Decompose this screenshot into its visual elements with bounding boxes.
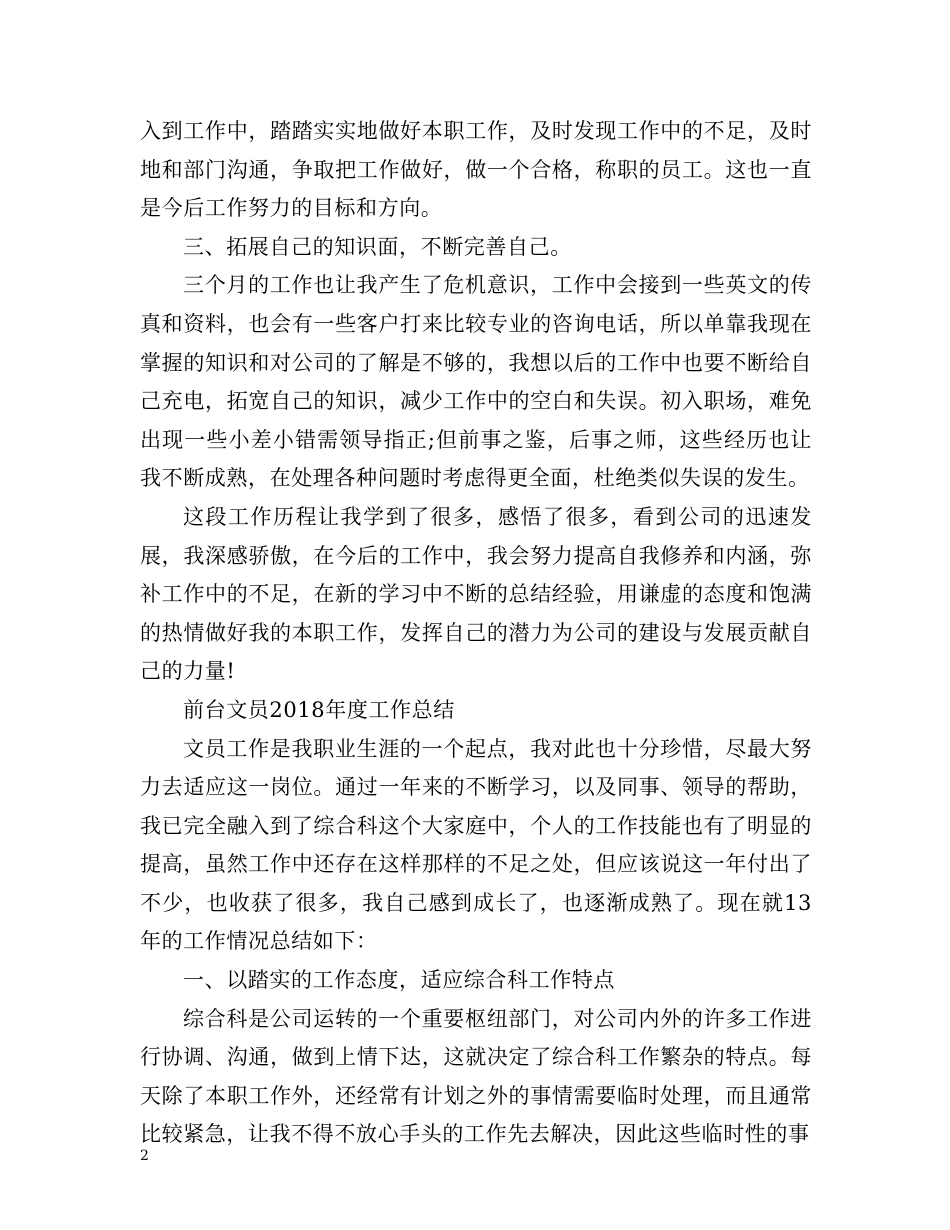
document-body <box>140 112 812 1154</box>
paragraph-conclusion: 这段工作历程让我学到了很多，感悟了很多，看到公司的迅速发展，我深感骄傲，在今后的工作中，我会努力提高自我修养和内涵，弥补工作中的不足，在新的学习中不断的总结经验，用谦虚的态度和饱满的热情做好我的本职工作，发挥自己的潜力为公司的建设与发展贡献自己的力量! <box>140 504 812 684</box>
paragraph-continuation: 入到工作中，踏踏实实地做好本职工作，及时发现工作中的不足，及时地和部门沟通，争取把工作做好，做一个合格，称职的员工。这也一直是今后工作努力的目标和方向。 <box>140 119 812 221</box>
section-heading-3: 三、拓展自己的知识面，不断完善自己。 <box>183 234 572 259</box>
paragraph-intro: 文员工作是我职业生涯的一个起点，我对此也十分珍惜，尽最大努力去适应这一岗位。通过一年来的不断学习，以及同事、领导的帮助，我已完全融入到了综合科这个大家庭中，个人的工作技能也有了明显的提高，虽然工作中还存在这样那样的不足之处，但应该说这一年付出了不少，也收获了很多，我自己感到成长了，也逐渐成熟了。现在就13年的工作情况总结如下： <box>140 736 812 954</box>
paragraph-crisis-awareness: 三个月的工作也让我产生了危机意识，工作中会接到一些英文的传真和资料，也会有一些客户打来比较专业的咨询电话，所以单靠我现在掌握的知识和对公司的了解是不够的，我想以后的工作中也要不断给自己充电，拓宽自己的知识，减少工作中的空白和失误。初入职场，难免出现一些小差小错需领导指正;但前事之鉴，后事之师，这些经历也让我不断成熟，在处理各种问题时考虑得更全面，杜绝类似失误的发生。 <box>140 273 812 491</box>
page-number: 2 <box>140 1148 149 1164</box>
paragraph-department: 综合科是公司运转的一个重要枢纽部门，对公司内外的许多工作进行协调、沟通，做到上情下达，这就决定了综合科工作繁杂的特点。每天除了本职工作外，还经常有计划之外的事情需要临时处理，而且通常比较紧急，让我不得不放心手头的工作先去解决，因此这些临时性的事 <box>140 1006 812 1147</box>
section-heading-1: 一、以踏实的工作态度，适应综合科工作特点 <box>183 968 615 993</box>
document-title: 前台文员2018年度工作总结 <box>183 697 455 722</box>
